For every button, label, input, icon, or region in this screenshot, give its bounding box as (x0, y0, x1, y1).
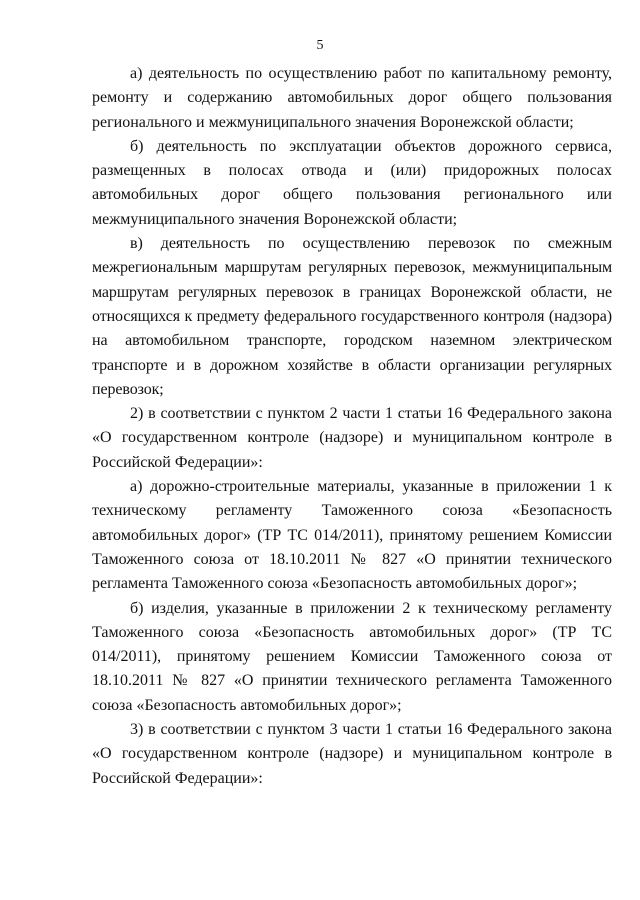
document-body (92, 62, 612, 791)
paragraph-a-capital-repair: а) деятельность по осуществлению работ по капитальному ремонту, ремонту и содержанию автомобильных дорог общего пользования регионального и межмуниципального значения Воронежской области; (92, 65, 612, 131)
page-number: 5 (316, 38, 324, 53)
paragraph-a-road-materials: а) дорожно-строительные материалы, указанные в приложении 1 к техническому регламенту Таможенного союза «Безопасность автомобильных дорог» (ТР ТС 014/2011), принятому решением Комиссии Таможенного союза от 18.10.2011 № 827 «О принятии технического регламента Таможенного союза «Безопасность автомобильных дорог»; (92, 478, 612, 593)
paragraph-b-products: б) изделия, указанные в приложении 2 к техническому регламенту Таможенного союза «Безопасность автомобильных дорог» (ТР ТС 014/2011), принятому решением Комиссии Таможенного союза от 18.10.2011 № 827 «О принятии технического регламента Таможенного союза «Безопасность автомобильных дорог»; (92, 599, 612, 714)
paragraph-b-road-service: б) деятельность по эксплуатации объектов дорожного сервиса, размещенных в полосах отвода и (или) придорожных полосах автомобильных дорог общего пользования регионального или межмуниципального значения Воронежской области; (92, 137, 612, 228)
paragraph-c-transportation: в) деятельность по осуществлению перевозок по смежным межрегиональным маршрутам регулярных перевозок, межмуниципальным маршрутам регулярных перевозок в границах Воронежской области, не относящихся к предмету федерального государственного контроля (надзора) на автомобильном транспорте, городском наземном электрическом транспорте и в дорожном хозяйстве в области организации регулярных перевозок; (92, 235, 612, 398)
paragraph-2-federal-law: 2) в соответствии с пунктом 2 части 1 статьи 16 Федерального закона «О государственном контроле (надзоре) и муниципальном контроле в Российской Федерации»: (92, 405, 612, 471)
paragraph-3-federal-law: 3) в соответствии с пунктом 3 части 1 статьи 16 Федерального закона «О государственном контроле (надзоре) и муниципальном контроле в Российской Федерации»: (92, 721, 612, 787)
